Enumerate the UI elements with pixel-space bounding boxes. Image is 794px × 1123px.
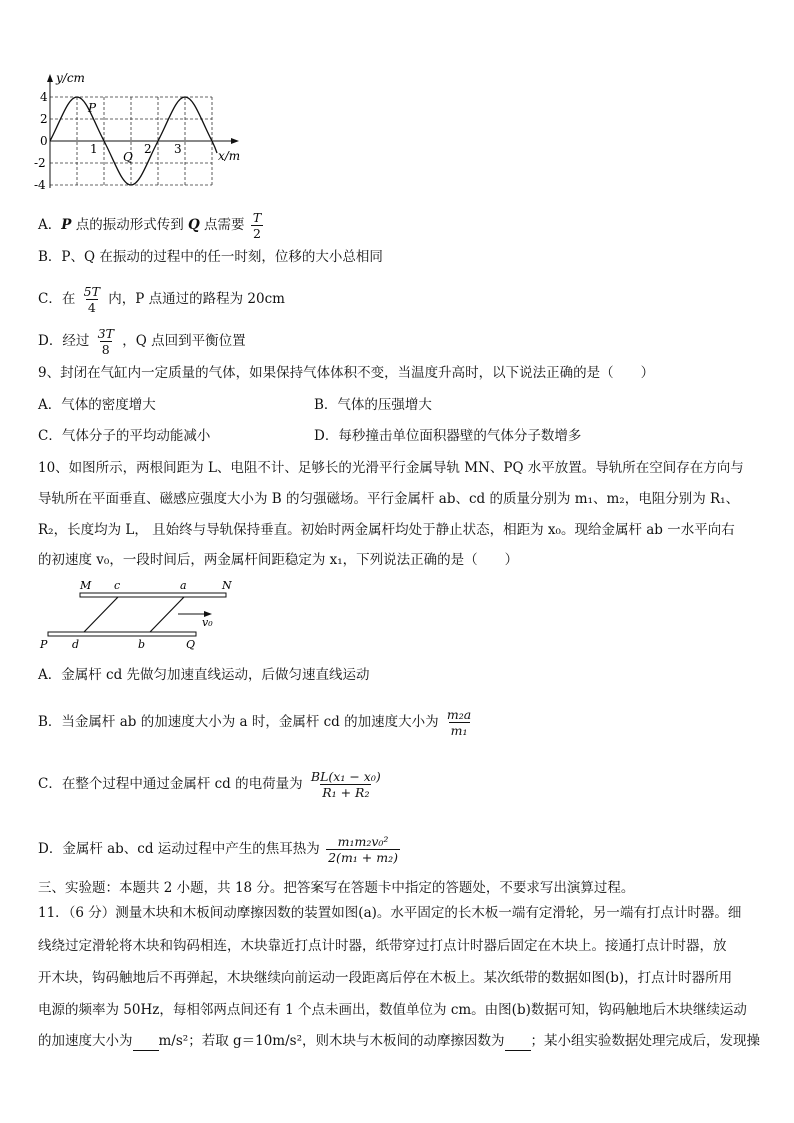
fraction-5t-over-4: $\frac{5T}{4}$ [83,284,100,315]
q10-stem-line4: 的初速度 v₀，一段时间后，两金属杆间距稳定为 x₁，下列说法正确的是（ ） [38,552,519,568]
rail-pq [48,632,196,636]
q8-option-a: A．P 点的振动形式传到 Q 点需要 $\frac{T}{2}$ [38,210,262,241]
fraction-t-over-2: $\frac{T}{2}$ [252,210,262,241]
y-axis-label: y/cm [56,71,85,85]
q10-stem-line2: 导轨所在平面垂直、磁感应强度大小为 B 的匀强磁场。平行金属杆 ab、cd 的质量分别为 m₁、m₂，电阻分别为 R₁、 [38,491,740,507]
svg-text:Q: Q [186,638,196,651]
q9-option-c: C．气体分子的平均动能减小 [38,428,211,444]
y-tick-2: 2 [40,112,48,126]
svg-text:a: a [180,579,187,592]
point-q-label: Q [123,150,133,164]
q10-option-b: B．当金属杆 ab 的加速度大小为 a 时，金属杆 cd 的加速度大小为 $\frac{\text{m₂a}}{\text{m₁}}$ [38,707,472,738]
q11-line1: 11．（6 分）测量木块和木板间动摩擦因数的装置如图(a)。水平固定的长木板一端有定滑轮，另一端有打点计时器。细 [38,905,742,921]
wave-graph [30,70,260,198]
svg-text:b: b [138,638,146,651]
answer-blank-friction[interactable] [505,1036,531,1051]
q11-line5: 的加速度大小为 m/s²；若取 g＝10m/s²，则木块与木板间的动摩擦因数为 ；某小组实验数据处理完成后，发现操 [38,1033,760,1049]
q9-option-d: D．每秒撞击单位面积器壁的气体分子数增多 [314,428,582,444]
y-tick-neg2: -2 [34,156,46,170]
q10-option-a: A．金属杆 cd 先做匀加速直线运动，后做匀速直线运动 [38,667,370,683]
fraction-3t-over-8: $\frac{3T}{8}$ [97,326,114,357]
x-tick-1: 1 [90,142,98,156]
x-tick-3: 3 [174,142,182,156]
rail-mn [80,593,226,597]
section-3-heading: 三、实验题：本题共 2 小题，共 18 分。把答案写在答题卡中指定的答题处，不要求写出演算过程。 [38,880,635,896]
q8-option-c: C．在 $\frac{5T}{4}$ 内，P 点通过的路程为 20cm [38,284,285,315]
x-axis-label: x/m [218,149,241,163]
q11-line4: 电源的频率为 50Hz，每相邻两点间还有 1 个点未画出，数值单位为 cm。由图(b)数据可知，钩码触地后木块继续运动 [38,1002,747,1018]
svg-text:P: P [40,638,48,651]
rod-cd [84,597,118,632]
fraction-m2a-over-m1: $\frac{\text{m₂a}}{\text{m₁}}$ [446,707,472,738]
x-tick-2: 2 [144,142,152,156]
svg-text:N: N [222,579,232,592]
rails-diagram [36,578,246,654]
svg-text:M: M [80,579,92,592]
answer-blank-acceleration[interactable] [133,1036,159,1051]
q9-option-a: A．气体的密度增大 [38,397,156,413]
fraction-heat: $\frac{\text{m₁m₂v₀²}}{\text{2(m₁ + m₂)}}$ [328,834,398,865]
y-tick-neg4: -4 [34,178,46,192]
q8-option-d: D．经过 $\frac{3T}{8}$ ，Q 点回到平衡位置 [38,326,246,357]
q10-stem-line1: 10、如图所示，两根间距为 L、电阻不计、足够长的光滑平行金属导轨 MN、PQ 水平放置。导轨所在空间存在方向与 [38,460,744,476]
q11-line3: 开木块，钩码触地后不再弹起，木块继续向前运动一段距离后停在木板上。某次纸带的数据如图(b)，打点计时器所用 [38,970,733,986]
svg-text:d: d [72,638,80,651]
q10-stem-line3: R₂，长度均为 L， 且始终与导轨保持垂直。初始时两金属杆均处于静止状态，相距为 x₀。现给金属杆 ab 一水平向右 [38,522,735,538]
q10-option-d: D．金属杆 ab、cd 运动过程中产生的焦耳热为 $\frac{\text{m₁m₂v₀²}}{\text{2(m₁ + m₂)}}$ [38,834,398,865]
svg-text:c: c [114,579,121,592]
y-tick-4: 4 [40,90,48,104]
svg-text:v₀: v₀ [202,616,213,629]
q11-line2: 线绕过定滑轮将木块和钩码相连，木块靠近打点计时器，纸带穿过打点计时器后固定在木块上。接通打点计时器，放 [38,938,727,954]
q8-option-b: B．P、Q 在振动的过程中的任一时刻，位移的大小总相同 [38,249,383,265]
y-tick-0: 0 [40,134,48,148]
fraction-charge: $\frac{\text{BL(x₁ − x₀)}}{\text{R₁ + R₂}}$ [310,769,381,800]
q9-option-b: B．气体的压强增大 [314,397,432,413]
q9-stem: 9、封闭在气缸内一定质量的气体，如果保持气体体积不变，当温度升高时，以下说法正确的是（ ） [38,365,655,381]
point-p-label: P [88,101,97,115]
q10-option-c: C．在整个过程中通过金属杆 cd 的电荷量为 $\frac{\text{BL(x₁ − x₀)}}{\text{R₁ + R₂}}$ [38,769,381,800]
